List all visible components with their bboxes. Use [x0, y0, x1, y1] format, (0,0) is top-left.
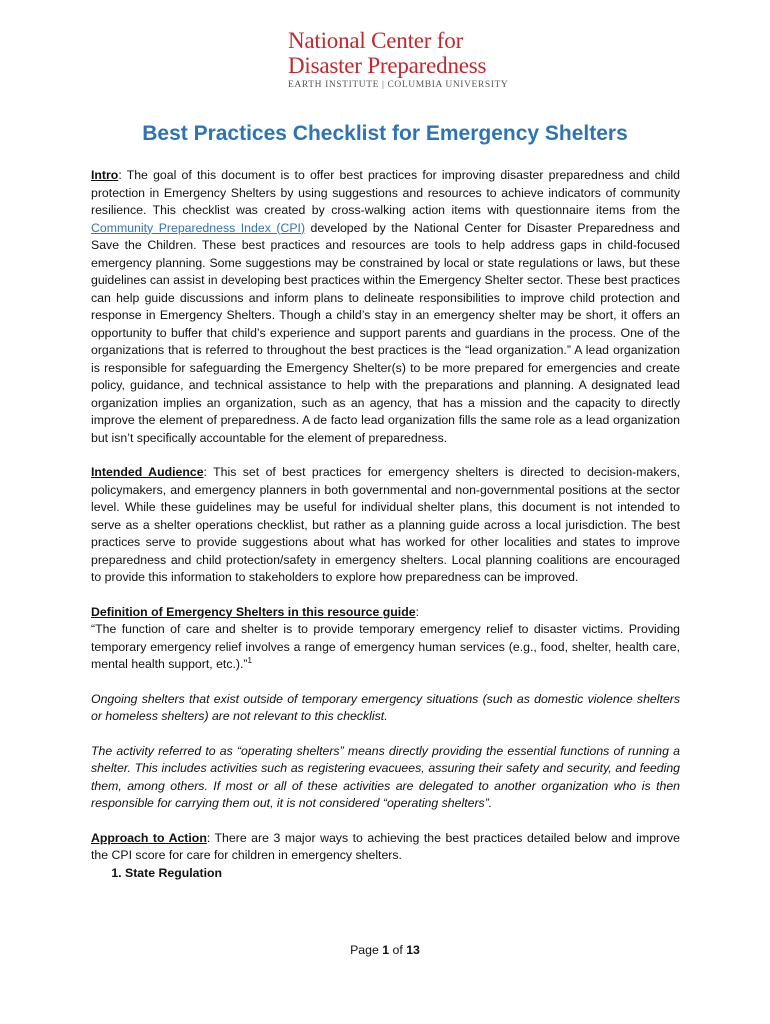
logo-line-3: EARTH INSTITUTE | COLUMBIA UNIVERSITY: [288, 80, 509, 90]
audience-text: : This set of best practices for emergency shelters is directed to decision-makers, policymakers, and emergency planners in both governmental and non-governmental positions at the sector level. While these guidelines may be useful for individual shelter plans, this document is not intended to serve as a shelter operations checklist, but rather as a planning guide across a local jurisdiction. The best practices serve to provide suggestions about what has worked for other localities and states to improve preparedness and child protection/safety in emergency shelters. Local planning coalitions are encouraged to provide this information to stakeholders to explore how preparedness can be improved.: [91, 465, 681, 584]
logo-line-1: National Center for: [288, 28, 464, 53]
document-body: [91, 167, 680, 882]
approach-paragraph: [91, 830, 680, 865]
page-footer: [0, 943, 770, 957]
intro-label: Intro: [91, 168, 119, 182]
current-page-number: 1: [382, 943, 390, 957]
note-ongoing-shelters: [91, 691, 680, 726]
definition-quote: “The function of care and shelter is to provide temporary emergency relief to disaster victims. Providing temporary emergency relief involves a range of emergency human services (e.g., food, shelter, health care, mental health support, etc.).”: [91, 622, 680, 671]
intro-text-a: : The goal of this document is to offer best practices for improving disaster preparedness and child protection in Emergency Shelters by using suggestions and resources to achieve indicators of community resilience. This checklist was created by cross-walking action items with questionnaire items from the: [91, 168, 680, 217]
approach-label: Approach to Action: [91, 830, 207, 845]
note-operating-shelters: [91, 743, 680, 813]
audience-paragraph: [91, 464, 680, 587]
total-page-count: 13: [406, 943, 420, 957]
audience-label: Intended Audience: [91, 465, 204, 479]
footer-of: of: [389, 943, 407, 957]
document-title: Best Practices Checklist for Emergency Shelters: [142, 122, 628, 145]
footnote-marker: 1: [247, 655, 252, 665]
footer-prefix: Page: [350, 943, 383, 957]
approach-list: [91, 865, 680, 883]
definition-colon: :: [415, 604, 419, 619]
intro-text-b: developed by the National Center for Disaster Preparedness and Save the Children. These best practices and resources are tools to help address gaps in child-focused emergency planning. Some suggestions may be constrained by local or state regulations or laws, but these guidelines can assist in developing best practices within the Emergency Shelter sector. These best practices can help guide discussions and inform plans to delineate responsibilities to improve child protection and response in Emergency Shelters. Though a child’s stay in an emergency shelter may be short, it offers an opportunity to buffer that child’s experience and support parents and guardians in the process. One of the organizations that is referred to throughout the best practices is the “lead organization.” A lead organization is responsible for safeguarding the Emergency Shelter(s) to be more prepared for emergencies and create policy, guidance, and technical assistance to help with the preparations and planning. A designated lead organization implies an organization, such as an agency, that has a mission and the capacity to directly improve the element of preparedness. A de facto lead organization fills the same role as a lead organization but isn’t specifically accountable for the element of preparedness.: [91, 220, 681, 445]
note-operating-text: The activity referred to as “operating shelters” means directly providing the essential functions of running a shelter. This includes activities such as registering evacuees, assuring their safety and security, and feeding them, among others. If most or all of these activities are delegated to another organization who is then responsible for carrying them out, it is not considered “operating shelters”.: [91, 743, 680, 810]
ncdp-logo: [288, 28, 509, 90]
note-ongoing-text: Ongoing shelters that exist outside of temporary emergency situations (such as domestic violence shelters or homeless shelters) are not relevant to this checklist.: [91, 691, 680, 723]
logo-line-2: Disaster Preparedness: [288, 53, 487, 78]
approach-text: : There are 3 major ways to achieving the best practices detailed below and improve the CPI score for care for children in emergency shelters.: [91, 830, 680, 862]
definition-label: Definition of Emergency Shelters in this resource guide: [91, 604, 416, 619]
intro-paragraph: [91, 167, 680, 447]
cpi-link[interactable]: Community Preparedness Index (CPI): [91, 220, 306, 235]
list-item: 1. State Regulation: [125, 865, 680, 883]
definition-paragraph: [91, 604, 680, 674]
